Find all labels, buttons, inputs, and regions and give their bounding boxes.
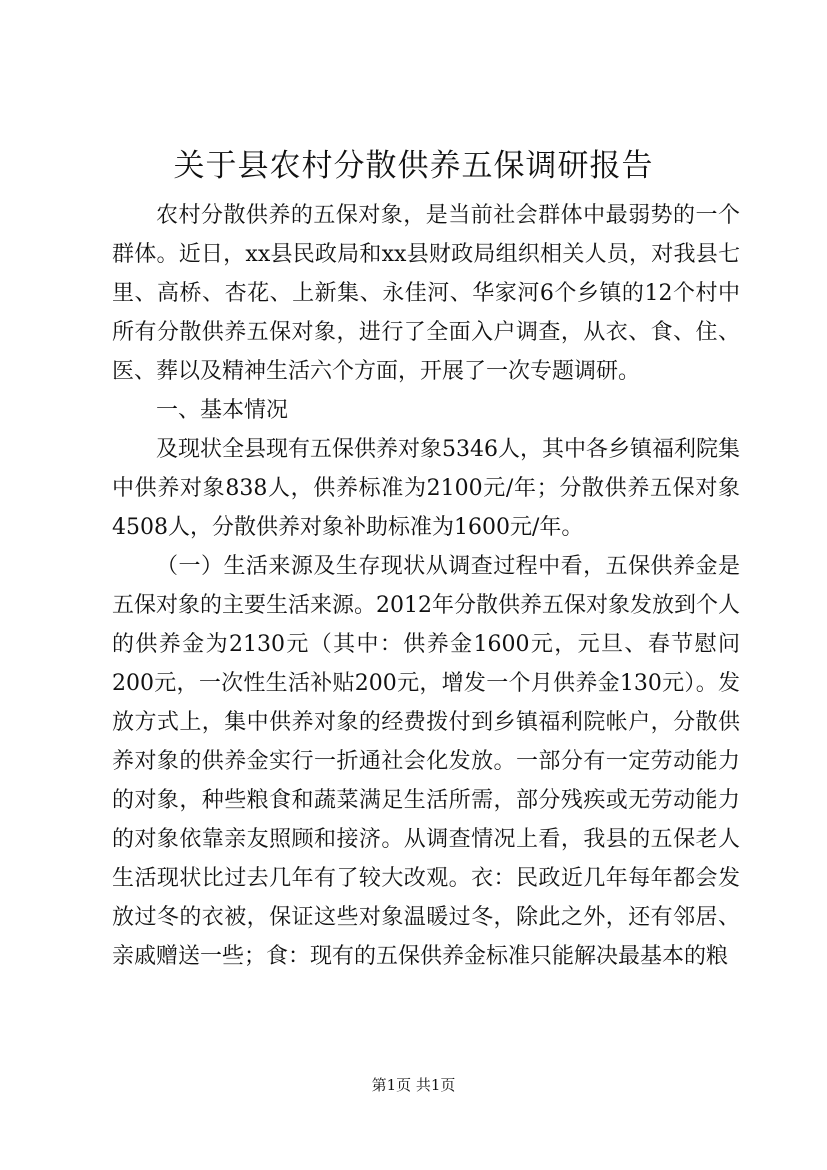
document-body	[112, 196, 740, 976]
page-footer: 第1页 共1页	[371, 1076, 456, 1094]
paragraph-current-status: 及现状全县现有五保供养对象5346人，其中各乡镇福利院集中供养对象838人，供养标准为2100元/年；分散供养五保对象4508人，分散供养对象补助标准为1600元/年。	[112, 437, 740, 540]
document-title: 关于县农村分散供养五保调研报告	[173, 148, 654, 184]
paragraph-section-heading: 一、基本情况	[156, 398, 289, 423]
paragraph-intro: 农村分散供养的五保对象，是当前社会群体中最弱势的一个群体。近日，xx县民政局和xx县财政局组织相关人员，对我县七里、高桥、杏花、上新集、永佳河、华家河6个乡镇的12个村中所有分散供养五保对象，进行了全面入户调查，从衣、食、住、医、葬以及精神生活六个方面，开展了一次专题调研。	[112, 203, 740, 384]
paragraph-living-source: （一）生活来源及生存现状从调查过程中看，五保供养金是五保对象的主要生活来源。2012年分散供养五保对象发放到个人的供养金为2130元（其中：供养金1600元，元旦、春节慰问200元，一次性生活补贴200元，增发一个月供养金130元）。发放方式上，集中供养对象的经费拨付到乡镇福利院帐户，分散供养对象的供养金实行一折通社会化发放。一部分有一定劳动能力的对象，种些粮食和蔬菜满足生活所需，部分残疾或无劳动能力的对象依靠亲友照顾和接济。从调查情况上看，我县的五保老人生活现状比过去几年有了较大改观。衣：民政近几年每年都会发放过冬的衣被，保证这些对象温暖过冬，除此之外，还有邻居、亲戚赠送一些；食：现有的五保供养金标准只能解决最基本的粮	[112, 554, 740, 969]
